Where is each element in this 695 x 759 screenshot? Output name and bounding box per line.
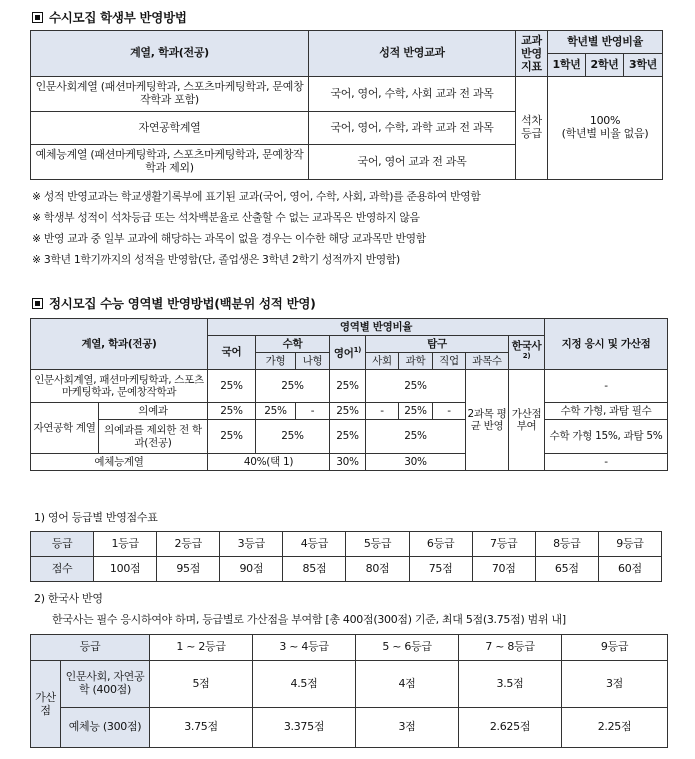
cell-math-na: - — [296, 403, 330, 420]
header-ratio: 학년별 반영비율 — [548, 31, 663, 54]
header-english — [330, 336, 366, 370]
cell-subject-count: 2과목 평균 반영 — [466, 370, 509, 471]
grade-cell: 7 ~ 8등급 — [459, 635, 562, 661]
score-cell: 90점 — [220, 557, 283, 582]
section2-title: 정시모집 수능 영역별 반영방법(백분위 성적 반영) — [49, 296, 316, 311]
header-grade2: 2학년 — [586, 54, 624, 77]
cell-science: 25% — [399, 403, 433, 420]
ratio-percent: 100% — [589, 114, 621, 128]
header-math-ga: 가형 — [256, 353, 296, 370]
header-science: 과학 — [399, 353, 433, 370]
bonus-cell: 3.375점 — [253, 708, 356, 748]
header-math-na: 나형 — [296, 353, 330, 370]
header-dept: 계열, 학과(전공) — [31, 31, 309, 77]
grade-cell: 1등급 — [94, 532, 157, 557]
footnote-ref: 1) — [353, 345, 362, 354]
note-item: ※ 성적 반영교과는 학교생활기록부에 표기된 교과(국어, 영어, 수학, 사회, 과학)를 준용하여 반영함 — [32, 190, 481, 203]
row-dept: 인문사회계열 (패션마케팅학과, 스포츠마케팅학과, 문예창작학과 포함) — [31, 77, 309, 112]
grade-cell: 5등급 — [346, 532, 409, 557]
bonus-cell: 2.25점 — [562, 708, 668, 748]
group-label: 인문사회, 자연공학 (400점) — [61, 661, 150, 708]
cell-inquiry: 25% — [366, 420, 466, 454]
grade-cell: 3 ~ 4등급 — [253, 635, 356, 661]
section1-heading — [32, 8, 187, 26]
susi-table — [30, 30, 663, 180]
header-english-label: 영어 — [333, 347, 354, 360]
row-dept: 의예과 — [99, 403, 208, 420]
grade-cell: 7등급 — [472, 532, 535, 557]
grade-cell: 9등급 — [562, 635, 668, 661]
cell-english: 30% — [330, 454, 366, 471]
header-history-label: 한국사 — [511, 339, 542, 352]
score-cell: 85점 — [283, 557, 346, 582]
bonus-cell: 4.5점 — [253, 661, 356, 708]
header-math: 수학 — [256, 336, 330, 353]
header-inquiry: 탐구 — [366, 336, 509, 353]
history-table-title: 2) 한국사 반영 — [34, 592, 103, 605]
grade-cell: 5 ~ 6등급 — [356, 635, 459, 661]
header-grade3: 3학년 — [624, 54, 663, 77]
cell-history: 가산점 부여 — [509, 370, 545, 471]
header-subject-count: 과목수 — [466, 353, 509, 370]
label-bonus: 가산점 — [31, 661, 61, 748]
header-dept: 계열, 학과(전공) — [31, 319, 208, 370]
bonus-cell: 5점 — [150, 661, 253, 708]
square-bullet-icon — [32, 298, 43, 309]
bonus-cell: 3점 — [562, 661, 668, 708]
score-cell: 60점 — [598, 557, 661, 582]
cell-korean: 25% — [208, 420, 256, 454]
score-cell: 75점 — [409, 557, 472, 582]
square-bullet-icon — [32, 12, 43, 23]
row-dept: 의예과를 제외한 전 학과(전공) — [99, 420, 208, 454]
row-subjects: 국어, 영어, 수학, 과학 교과 전 과목 — [309, 112, 516, 145]
bonus-cell: 2.625점 — [459, 708, 562, 748]
score-cell: 80점 — [346, 557, 409, 582]
header-bonus: 지정 응시 및 가산점 — [545, 319, 668, 370]
grade-cell: 9등급 — [598, 532, 661, 557]
group-label: 예체능 (300점) — [61, 708, 150, 748]
grade-cell: 6등급 — [409, 532, 472, 557]
row-dept: 예체능계열 (패션마케팅학과, 스포츠마케팅학과, 문예창작학과 제외) — [31, 145, 309, 180]
cell-korean: 25% — [208, 370, 256, 403]
row-subjects: 국어, 영어 교과 전 과목 — [309, 145, 516, 180]
cell-english: 25% — [330, 403, 366, 420]
bonus-cell: 3.75점 — [150, 708, 253, 748]
cell-math: 25% — [256, 370, 330, 403]
grade-cell: 8등급 — [535, 532, 598, 557]
score-cell: 65점 — [535, 557, 598, 582]
score-cell: 70점 — [472, 557, 535, 582]
score-cell: 95점 — [157, 557, 220, 582]
footnote-ref: 2) — [522, 351, 531, 360]
header-history — [509, 336, 545, 370]
note-item: ※ 학생부 성적이 석차등급 또는 석차백분율로 산출할 수 없는 교과목은 반영하지 않음 — [32, 211, 420, 224]
cell-bonus: 수학 가형, 과탐 필수 — [545, 403, 668, 420]
section1-notes — [32, 186, 682, 270]
bonus-cell: 3.5점 — [459, 661, 562, 708]
cell-bonus: 수학 가형 15%, 과탐 5% — [545, 420, 668, 454]
history-description: 한국사는 필수 응시하여야 하며, 등급별로 가산점을 부여함 [총 400점(300점) 기준, 최대 5점(3.75점) 범위 내] — [52, 613, 566, 626]
section1-title: 수시모집 학생부 반영방법 — [49, 10, 187, 25]
row-dept: 인문사회계열, 패션마케팅학과, 스포츠마케팅학과, 문예창작학과 — [31, 370, 208, 403]
grade-cell: 1 ~ 2등급 — [150, 635, 253, 661]
bonus-cell: 3점 — [356, 708, 459, 748]
cell-inquiry: 25% — [366, 370, 466, 403]
cell-job: - — [433, 403, 466, 420]
row-dept: 예체능계열 — [31, 454, 208, 471]
cell-bonus: - — [545, 454, 668, 471]
label-grade: 등급 — [31, 635, 150, 661]
cell-social: - — [366, 403, 399, 420]
note-item: ※ 3학년 1학기까지의 성적을 반영함(단, 졸업생은 3학년 2학기 성적까지 반영함) — [32, 253, 400, 266]
cell-math-ga: 25% — [256, 403, 296, 420]
cell-english: 25% — [330, 370, 366, 403]
note-item: ※ 반영 교과 중 일부 교과에 해당하는 과목이 없을 경우는 이수한 해당 교과목만 반영함 — [32, 232, 426, 245]
cell-korean-math: 40%(택 1) — [208, 454, 330, 471]
grade-cell: 4등급 — [283, 532, 346, 557]
section2-heading — [32, 294, 316, 312]
row-group: 자연공학 계열 — [31, 403, 99, 454]
history-bonus-table — [30, 634, 668, 748]
header-job: 직업 — [433, 353, 466, 370]
grade-cell: 3등급 — [220, 532, 283, 557]
bonus-cell: 4점 — [356, 661, 459, 708]
ratio-value — [548, 77, 663, 180]
grade-cell: 2등급 — [157, 532, 220, 557]
cell-inquiry: 30% — [366, 454, 466, 471]
label-grade: 등급 — [31, 532, 94, 557]
row-subjects: 국어, 영어, 수학, 사회 교과 전 과목 — [309, 77, 516, 112]
score-cell: 100점 — [94, 557, 157, 582]
cell-bonus: - — [545, 370, 668, 403]
english-score-table — [30, 531, 662, 582]
jeongsi-table — [30, 318, 668, 471]
english-table-title: 1) 영어 등급별 반영점수표 — [34, 511, 158, 524]
header-korean: 국어 — [208, 336, 256, 370]
header-subjects: 성적 반영교과 — [309, 31, 516, 77]
header-social: 사회 — [366, 353, 399, 370]
indicator-value: 석차 등급 — [516, 77, 548, 180]
row-dept: 자연공학계열 — [31, 112, 309, 145]
header-grade1: 1학년 — [548, 54, 586, 77]
cell-korean: 25% — [208, 403, 256, 420]
label-score: 점수 — [31, 557, 94, 582]
ratio-note: (학년별 비율 없음) — [561, 127, 649, 140]
cell-math: 25% — [256, 420, 330, 454]
header-indicator: 교과 반영 지표 — [516, 31, 548, 77]
header-area-ratio: 영역별 반영비율 — [208, 319, 545, 336]
cell-english: 25% — [330, 420, 366, 454]
